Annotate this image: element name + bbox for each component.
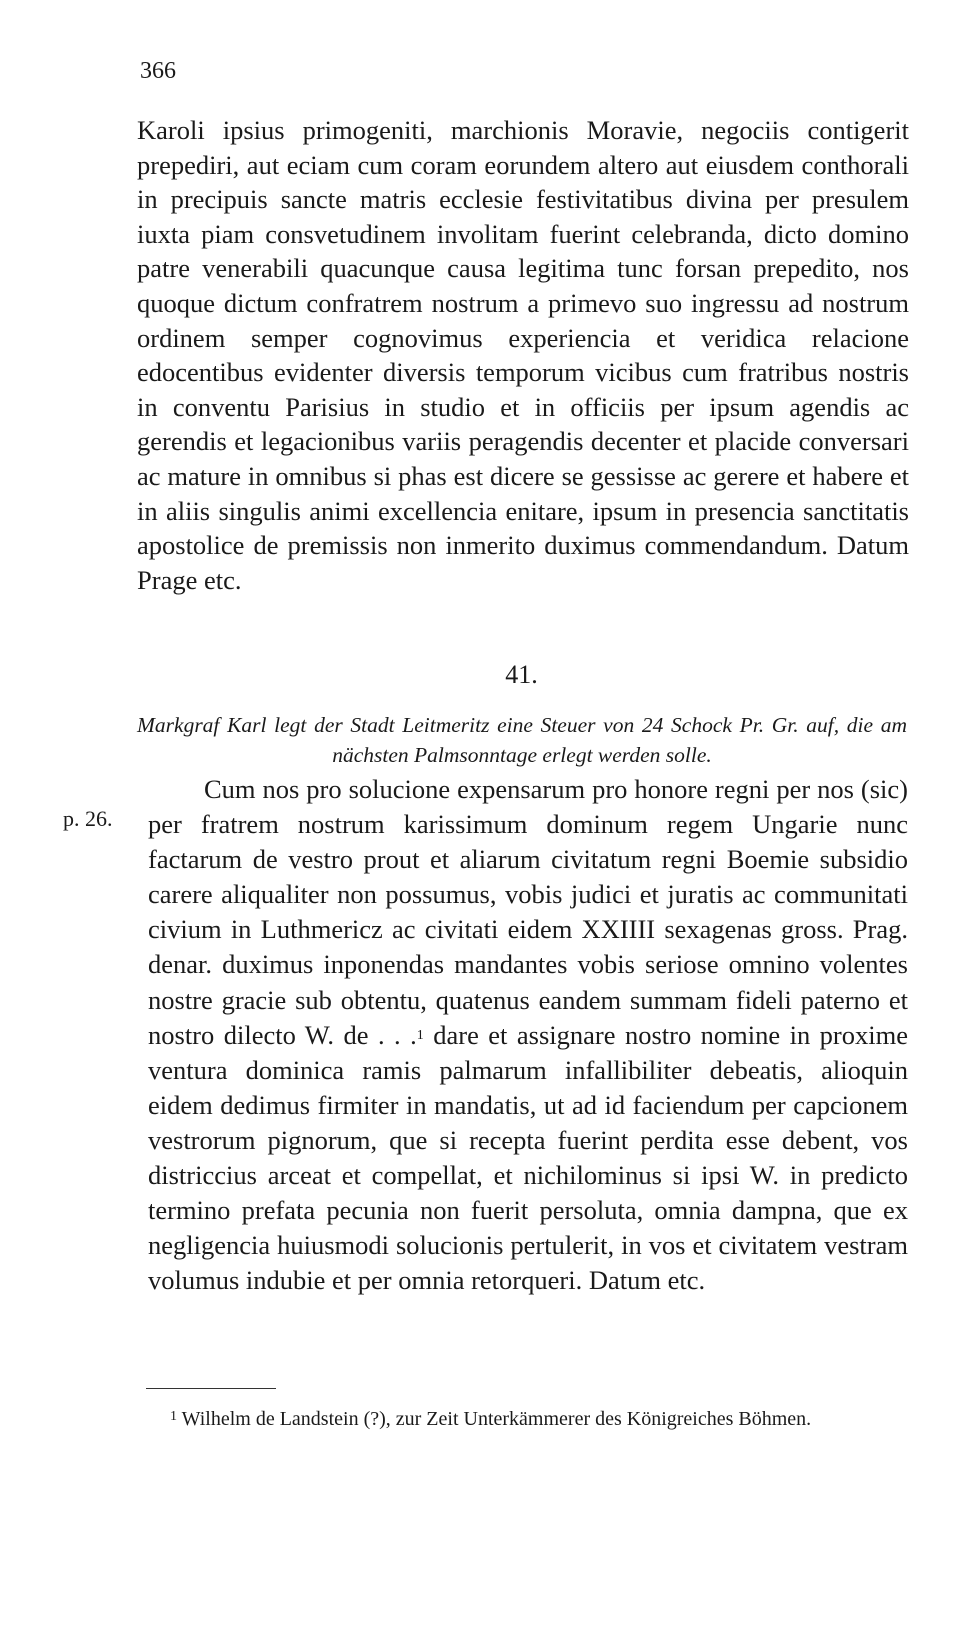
body-text-part-2: dare et assignare nostro nomine in proxime ventura dominica ramis palmarum infallibiliter debeatis, alioquin eidem dedimus firmiter in mandatis, ut ad id faciendum per capcionem vestrorum pignorum, que si recepta fuerint perdita esse debent, vos districcius arceat et compellat, et nichilominus si ipsi W. in predicto termino prefata pecunia non fuerit persoluta, omnia dampna, que ex negligencia huiusmodi solucionis pertulerit, in vos et civitatem vestram volumus indubie et per omnia retorqueri. Datum etc. [148,1019,908,1296]
document-body [148,772,908,1298]
footnote-divider [146,1388,276,1389]
footnote [170,1400,930,1436]
page-number: 366 [140,58,176,84]
footnote-text: Wilhelm de Landstein (?), zur Zeit Unterkämmerer des Königreiches Böhmen. [177,1408,812,1430]
footnote-marker: 1 [416,1027,424,1043]
previous-document-text: Karoli ipsius primogeniti, marchionis Moravie, negociis contigerit prepediri, aut eciam cum coram eorundem altero aut eiusdem conthorali in precipuis sancte matris ecclesie festivitatibus divina per presulem iuxta piam consvetudinem involitam fuerint celebranda, dicto domino patre venerabili quacunque causa legitima tunc forsan prepedito, nos quoque dictum confratrem nostrum a primevo suo ingressu ad nostrum ordinem semper cognovimus experiencia et veridica relacione edocentibus evidenter diversis temporum vicibus cum fratribus nostris in conventu Parisius in studio et in officiis per ipsum agendis ac gerendis et legacionibus variis peragendis decenter et placide conversari ac mature in omnibus si phas est dicere se gessisse ac gerere et habere et in aliis singulis animi excellencia enitare, ipsum in presencia sanctitatis apostolice de premissis non inmerito duximus commendandum. Datum Prage etc. [137,115,909,595]
document-heading: Markgraf Karl legt der Stadt Leitmeritz eine Steuer von 24 Schock Pr. Gr. auf, die am nächsten Palmsonntage erlegt werden solle. [137,713,907,767]
footnote-number: 1 [170,1409,177,1424]
body-text-part-1: Cum nos pro solucione expensarum pro honore regni per nos (sic) per fratrem nostrum karissimum dominum regem Ungarie nunc factarum de vestro prout et aliarum civitatum regni Boemie subsidio carere aliqualiter non possumus, vobis judici et juratis ac communitati civium in Luthmericz ac civitati eidem XXIIII sexagenas gross. Prag. denar. duximus inponendas mandantes vobis seriose omnino volentes nostre gracie sub obtentu, quatenus eandem summam fideli paterno et nostro dilecto W. de . . . [148,774,908,1050]
document-number: 41. [505,660,538,689]
margin-page-reference: p. 26. [63,806,113,831]
